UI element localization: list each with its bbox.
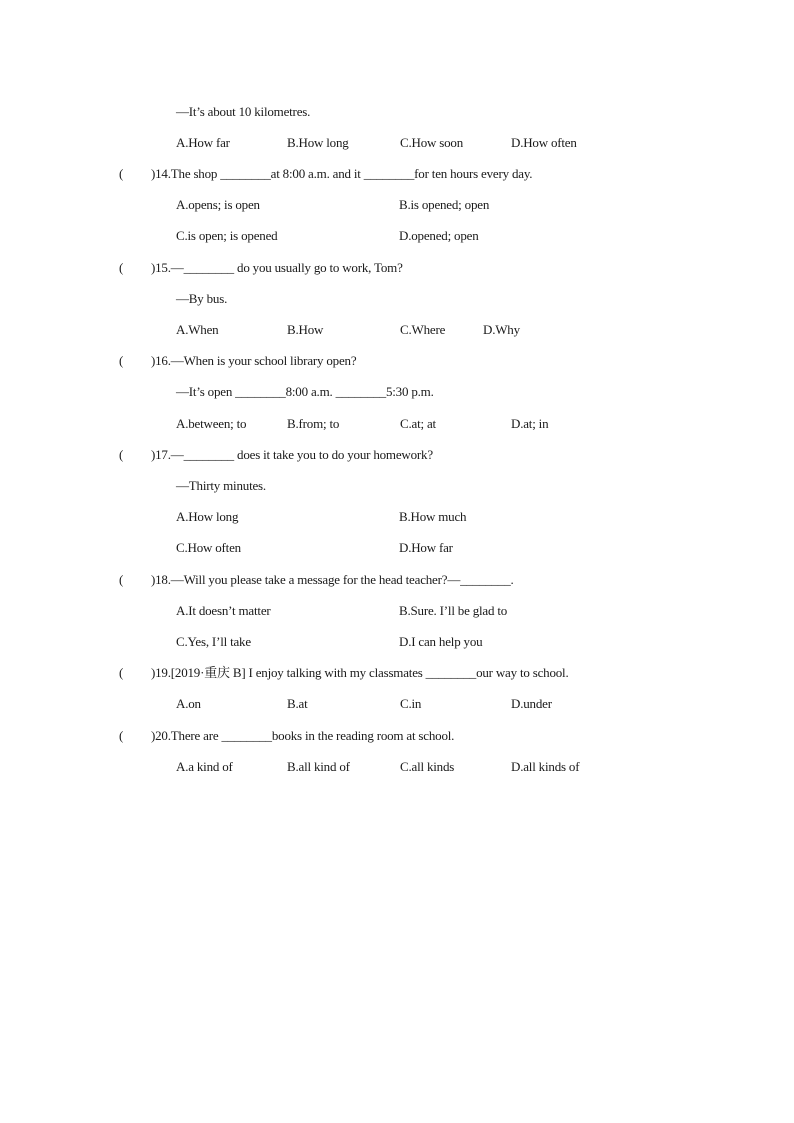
q16-option-a[interactable]: A.between; to	[176, 416, 247, 431]
q17-stem: )17.—________ does it take you to do your homework?	[151, 447, 433, 462]
q13-option-d[interactable]: D.How often	[511, 135, 577, 150]
q19-option-a[interactable]: A.on	[176, 696, 201, 711]
q19-option-d[interactable]: D.under	[511, 696, 552, 711]
q14-answer-paren[interactable]: (	[119, 166, 124, 181]
q18-option-a[interactable]: A.It doesn’t matter	[176, 603, 271, 618]
q16-option-d[interactable]: D.at; in	[511, 416, 549, 431]
q19-option-b[interactable]: B.at	[287, 696, 308, 711]
q18-option-c[interactable]: C.Yes, I’ll take	[176, 634, 251, 649]
q20-option-a[interactable]: A.a kind of	[176, 759, 233, 774]
q14-stem: )14.The shop ________at 8:00 a.m. and it ________for ten hours every day.	[151, 166, 533, 181]
q16-option-b[interactable]: B.from; to	[287, 416, 340, 431]
q15-option-d[interactable]: D.Why	[483, 322, 520, 337]
q15-answer: —By bus.	[176, 291, 228, 306]
q18-answer-paren[interactable]: (	[119, 572, 124, 587]
q16-answer: —It’s open ________8:00 a.m. ________5:30 p.m.	[176, 384, 434, 399]
q15-answer-paren[interactable]: (	[119, 260, 124, 275]
q15-option-c[interactable]: C.Where	[400, 322, 446, 337]
q13-answer: —It’s about 10 kilometres.	[176, 104, 311, 119]
q19-stem: )19.[2019·重庆 B] I enjoy talking with my classmates ________our way to school.	[151, 665, 569, 680]
q20-option-d[interactable]: D.all kinds of	[511, 759, 580, 774]
q13-option-b[interactable]: B.How long	[287, 135, 349, 150]
q18-option-b[interactable]: B.Sure. I’ll be glad to	[399, 603, 508, 618]
q13-option-a[interactable]: A.How far	[176, 135, 230, 150]
q15-option-a[interactable]: A.When	[176, 322, 219, 337]
q16-option-c[interactable]: C.at; at	[400, 416, 436, 431]
q16-stem: )16.—When is your school library open?	[151, 353, 357, 368]
q19-answer-paren[interactable]: (	[119, 665, 124, 680]
q17-option-b[interactable]: B.How much	[399, 509, 467, 524]
q14-option-c[interactable]: C.is open; is opened	[176, 228, 278, 243]
q17-option-c[interactable]: C.How often	[176, 540, 241, 555]
q13-option-c[interactable]: C.How soon	[400, 135, 464, 150]
q20-stem: )20.There are ________books in the reading room at school.	[151, 728, 455, 743]
q17-answer: —Thirty minutes.	[176, 478, 266, 493]
q17-option-d[interactable]: D.How far	[399, 540, 453, 555]
q14-option-d[interactable]: D.opened; open	[399, 228, 479, 243]
q16-answer-paren[interactable]: (	[119, 353, 124, 368]
q17-option-a[interactable]: A.How long	[176, 509, 239, 524]
q19-option-c[interactable]: C.in	[400, 696, 422, 711]
q20-option-b[interactable]: B.all kind of	[287, 759, 350, 774]
q15-option-b[interactable]: B.How	[287, 322, 324, 337]
q14-option-a[interactable]: A.opens; is open	[176, 197, 260, 212]
q14-option-b[interactable]: B.is opened; open	[399, 197, 490, 212]
q20-answer-paren[interactable]: (	[119, 728, 124, 743]
q18-option-d[interactable]: D.I can help you	[399, 634, 483, 649]
q20-option-c[interactable]: C.all kinds	[400, 759, 455, 774]
q18-stem: )18.—Will you please take a message for the head teacher?—________.	[151, 572, 514, 587]
q15-stem: )15.—________ do you usually go to work, Tom?	[151, 260, 403, 275]
q17-answer-paren[interactable]: (	[119, 447, 124, 462]
